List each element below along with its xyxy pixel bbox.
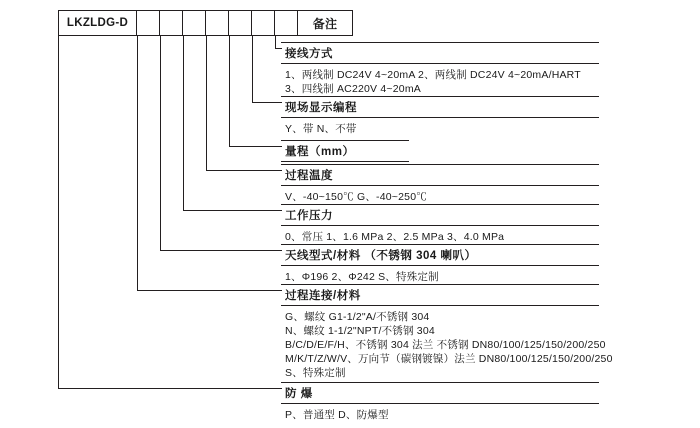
block-line: P、普通型 D、防爆型	[285, 409, 389, 421]
leader-vline-explosion-proof	[58, 36, 59, 388]
block-line: N、螺纹 1-1/2"NPT/不锈钢 304	[285, 325, 435, 337]
block-line: 0、常压 1、1.6 MPa 2、2.5 MPa 3、4.0 MPa	[285, 231, 505, 243]
block-body-wiring-method	[281, 64, 599, 98]
model-code-row	[58, 10, 353, 36]
block-title-wiring-method: 接线方式	[281, 42, 599, 64]
model-code-blank-3	[183, 11, 206, 35]
model-code-blank-5	[229, 11, 252, 35]
block-line: 1、两线制 DC24V 4~20mA 2、两线制 DC24V 4~20mA/HART	[285, 69, 581, 81]
block-title-explosion-proof: 防 爆	[281, 382, 599, 404]
leader-vline-working-pressure	[183, 36, 184, 210]
model-code-blank-4	[206, 11, 229, 35]
block-body-process-temperature	[281, 186, 599, 206]
leader-vline-antenna-type	[160, 36, 161, 250]
leader-hline-process-temperature	[206, 170, 282, 171]
block-field-display-programming	[281, 96, 599, 138]
block-explosion-proof	[281, 382, 599, 424]
block-line: V、-40~150℃ G、-40~250℃	[285, 191, 427, 203]
block-title-antenna-type-material: 天线型式/材料 （不锈钢 304 喇叭）	[281, 244, 599, 266]
model-code-blank-1	[137, 11, 160, 35]
model-code-blank-2	[160, 11, 183, 35]
block-line: B/C/D/E/F/H、不锈钢 304 法兰 不锈钢 DN80/100/125/150/200/250	[285, 339, 606, 351]
block-body-explosion-proof	[281, 404, 599, 424]
leader-vline-process-temperature	[206, 36, 207, 170]
block-body-working-pressure	[281, 226, 599, 246]
block-title-process-temperature: 过程温度	[281, 164, 599, 186]
block-body-process-connection-material	[281, 306, 613, 382]
block-process-temperature	[281, 164, 599, 206]
block-line: Y、带 N、不带	[285, 123, 357, 135]
block-line: G、螺纹 G1-1/2"A/不锈钢 304	[285, 311, 430, 323]
leader-vline-measuring-range	[229, 36, 230, 146]
remark-cell: 备注	[312, 16, 338, 31]
model-code-blank-6	[252, 11, 275, 35]
block-process-connection-material	[281, 284, 613, 382]
block-working-pressure	[281, 204, 599, 246]
block-title-measuring-range: 量程（mm）	[281, 140, 409, 162]
leader-hline-explosion-proof	[58, 388, 282, 389]
block-title-process-connection-material: 过程连接/材料	[281, 284, 599, 306]
block-wiring-method	[281, 42, 599, 98]
leader-hline-field-display	[252, 102, 282, 103]
model-code-cell: LKZLDG-D	[59, 11, 137, 35]
block-antenna-type-material	[281, 244, 599, 286]
block-body-field-display-programming	[281, 118, 599, 138]
block-title-working-pressure: 工作压力	[281, 204, 599, 226]
block-title-field-display-programming: 现场显示编程	[281, 96, 599, 118]
leader-vline-field-display	[252, 36, 253, 102]
block-line: M/K/T/Z/W/V、万向节（碳钢镀镍）法兰 DN80/100/125/150/200/250	[285, 353, 613, 365]
leader-vline-wiring-method	[275, 36, 276, 48]
block-line: 1、Φ196 2、Φ242 S、特殊定制	[285, 271, 439, 283]
block-line: 3、四线制 AC220V 4~20mA	[285, 83, 421, 95]
leader-hline-antenna-type	[160, 250, 282, 251]
model-code-blank-7	[275, 11, 298, 35]
block-line: S、特殊定制	[285, 367, 346, 379]
block-body-antenna-type-material	[281, 266, 599, 286]
leader-hline-process-connection	[137, 290, 282, 291]
leader-vline-process-connection	[137, 36, 138, 290]
leader-hline-working-pressure	[183, 210, 282, 211]
leader-hline-measuring-range	[229, 146, 282, 147]
